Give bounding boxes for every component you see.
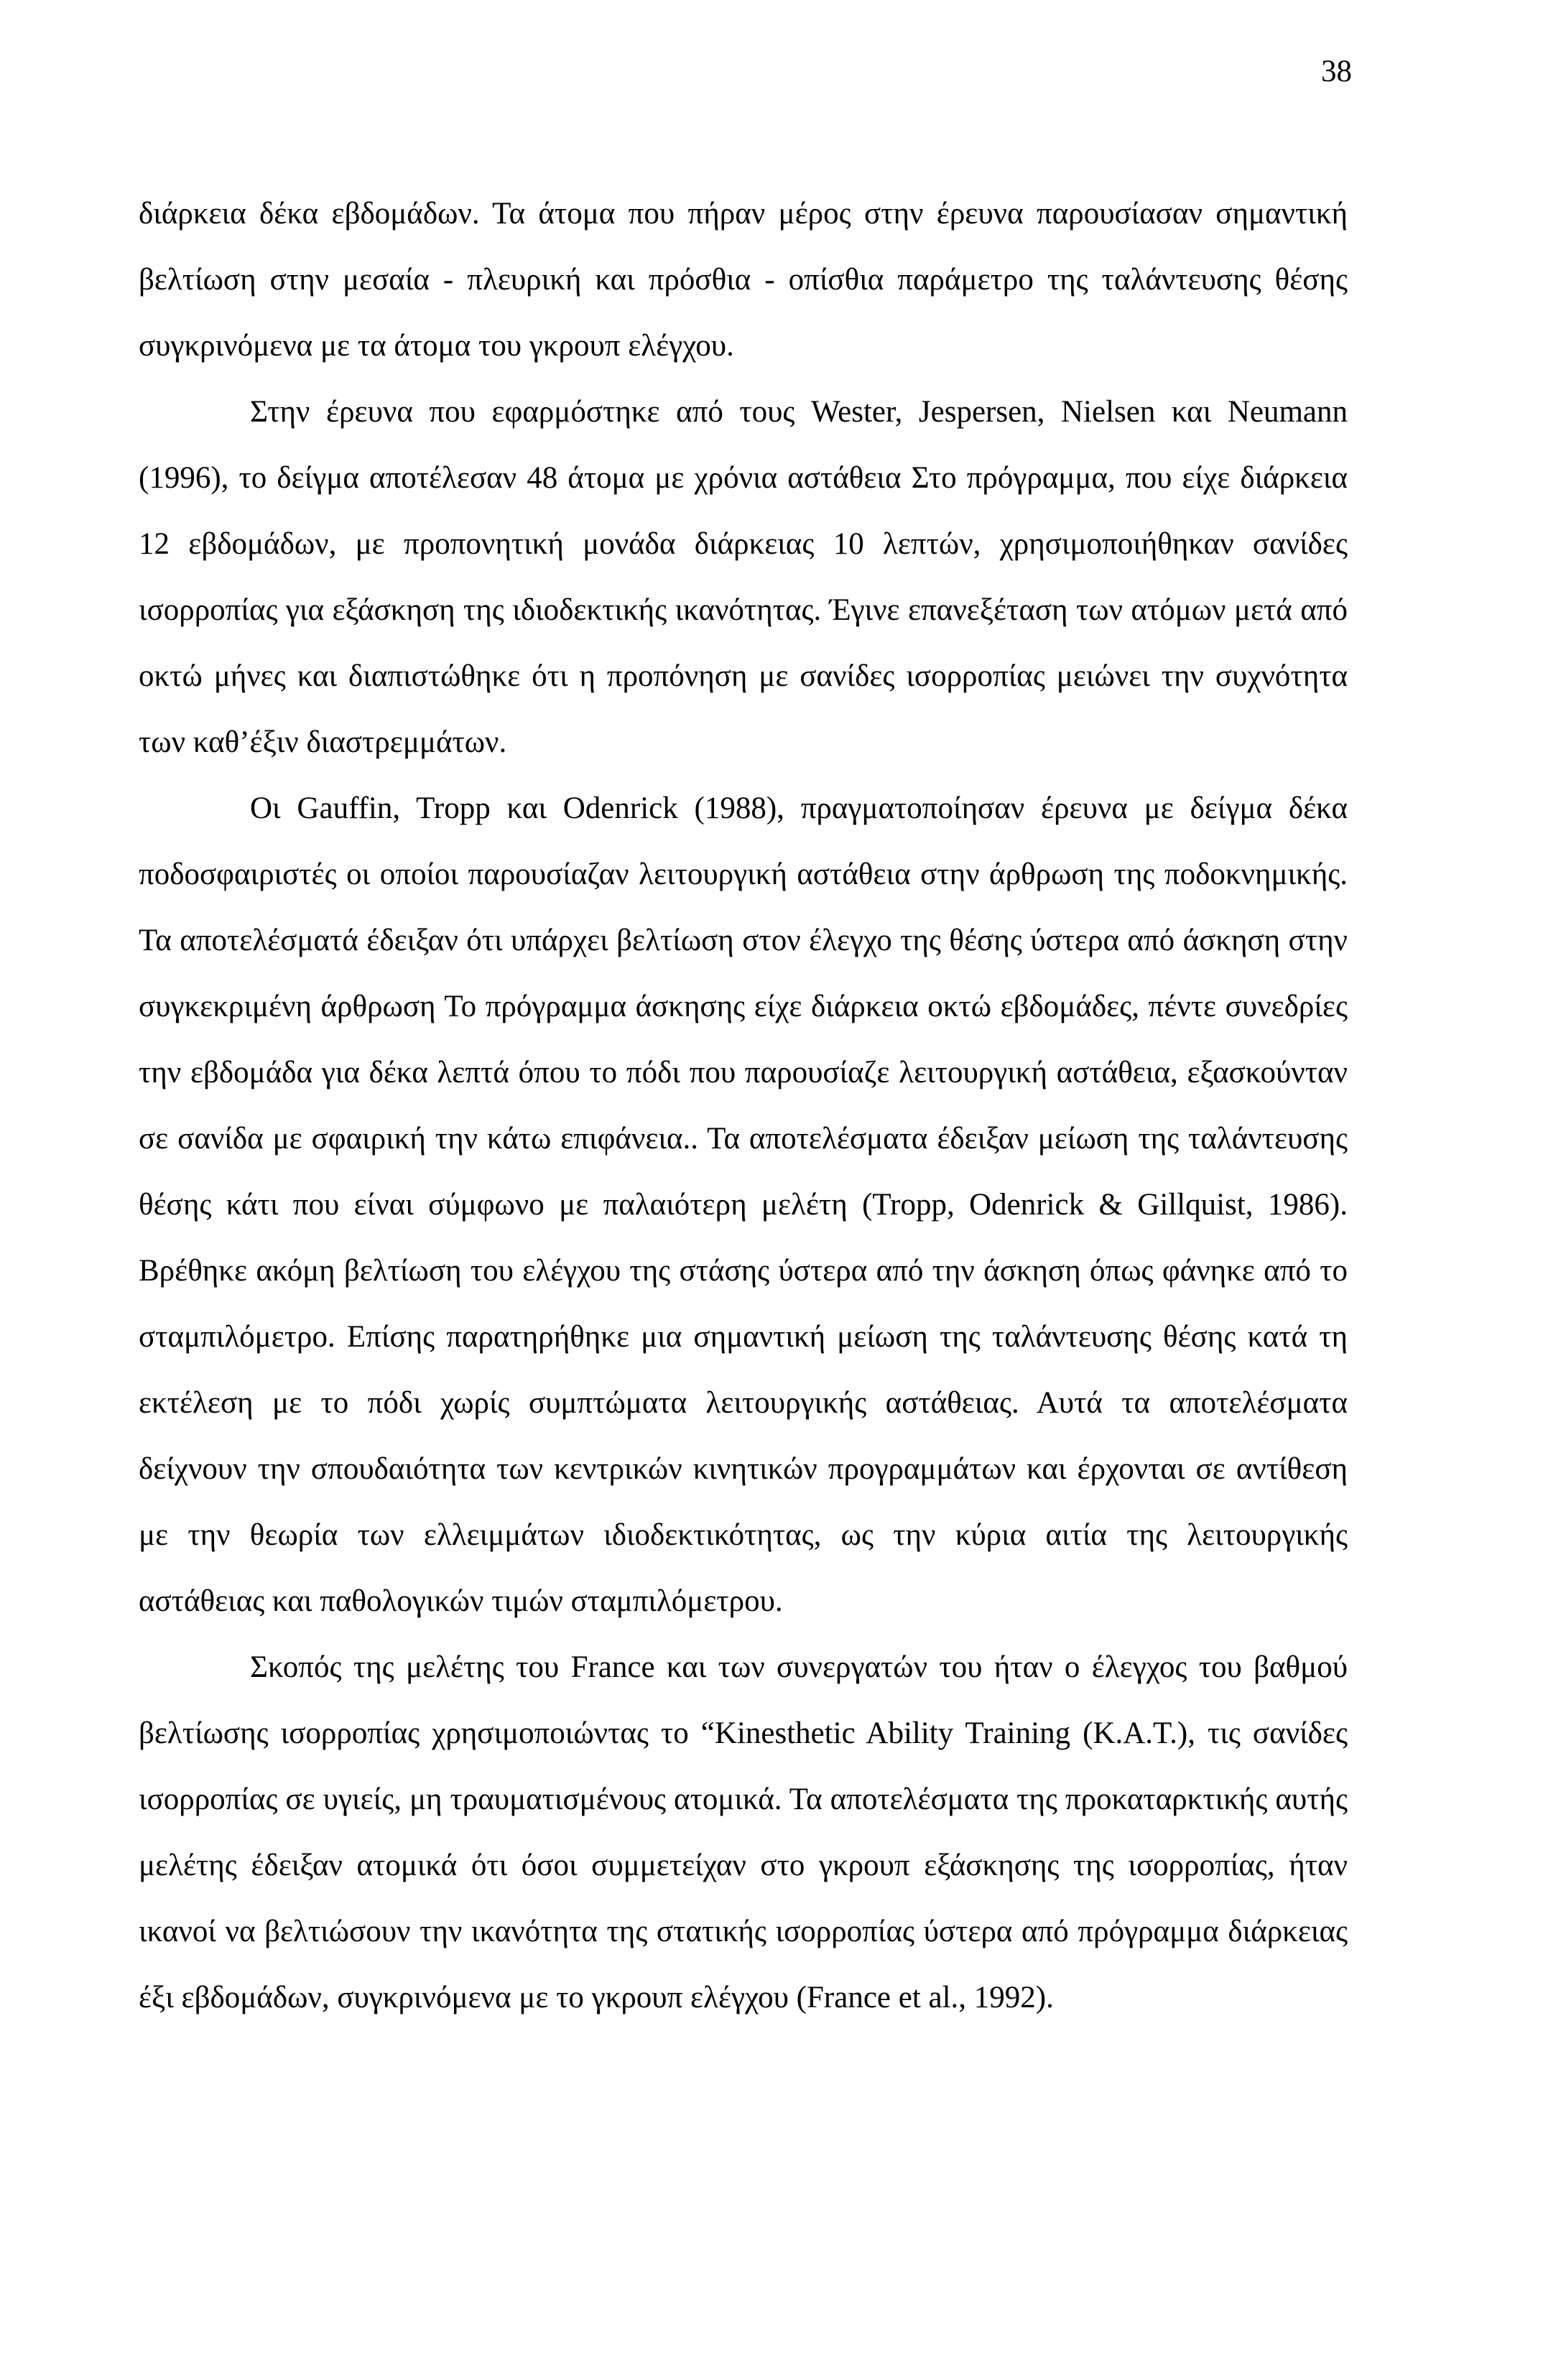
body-text bbox=[139, 181, 1348, 2031]
paragraph-gauffin-study: Οι Gauffin, Tropp και Odenrick (1988), πραγματοποίησαν έρευνα με δείγμα δέκα ποδοσφαιριστές οι οποίοι παρουσίαζαν λειτουργική αστάθεια στην άρθρωση της ποδοκνημικής. Τα αποτελέσματά έδειξαν ότι υπάρχει βελτίωση στον έλεγχο της θέσης ύστερα από άσκηση στην συγκεκριμένη άρθρωση Το πρόγραμμα άσκησης είχε διάρκεια οκτώ εβδομάδες, πέντε συνεδρίες την εβδομάδα για δέκα λεπτά όπου το πόδι που παρουσίαζε λειτουργική αστάθεια, εξασκούνταν σε σανίδα με σφαιρική την κάτω επιφάνεια.. Τα αποτελέσματα έδειξαν μείωση της ταλάντευσης θέσης κάτι που είναι σύμφωνο με παλαιότερη μελέτη (Tropp, Odenrick & Gillquist, 1986). Βρέθηκε ακόμη βελτίωση του ελέγχου της στάσης ύστερα από την άσκηση όπως φάνηκε από το σταμπιλόμετρο. Επίσης παρατηρήθηκε μια σημαντική μείωση της ταλάντευσης θέσης κατά τη εκτέλεση με το πόδι χωρίς συμπτώματα λειτουργικής αστάθειας. Αυτά τα αποτελέσματα δείχνουν την σπουδαιότητα των κεντρικών κινητικών προγραμμάτων και έρχονται σε αντίθεση με την θεωρία των ελλειμμάτων ιδιοδεκτικότητας, ως την κύρια αιτία της λειτουργικής αστάθειας και παθολογικών τιμών σταμπιλόμετρου. bbox=[139, 791, 1348, 1618]
paragraph-continuation: διάρκεια δέκα εβδομάδων. Τα άτομα που πήραν μέρος στην έρευνα παρουσίασαν σημαντική βελτίωση στην μεσαία - πλευρική και πρόσθια - οπίσθια παράμετρο της ταλάντευσης θέσης συγκρινόμενα με τα άτομα του γκρουπ ελέγχου. bbox=[139, 197, 1348, 363]
paragraph-wester-study: Στην έρευνα που εφαρμόστηκε από τους Wester, Jespersen, Nielsen και Neumann (1996), το δείγμα αποτέλεσαν 48 άτομα με χρόνια αστάθεια Στο πρόγραμμα, που είχε διάρκεια 12 εβδομάδων, με προπονητική μονάδα διάρκειας 10 λεπτών, χρησιμοποιήθηκαν σανίδες ισορροπίας για εξάσκηση της ιδιοδεκτικής ικανότητας. Έγινε επανεξέταση των ατόμων μετά από οκτώ μήνες και διαπιστώθηκε ότι η προπόνηση με σανίδες ισορροπίας μειώνει την συχνότητα των καθ’έξιν διαστρεμμάτων. bbox=[139, 395, 1348, 759]
paragraph-france-study: Σκοπός της μελέτης του France και των συνεργατών του ήταν ο έλεγχος του βαθμού βελτίωσης ισορροπίας χρησιμοποιώντας το “Kinesthetic Ability Training (K.A.T.), τις σανίδες ισορροπίας σε υγιείς, μη τραυματισμένους ατομικά. Τα αποτελέσματα της προκαταρκτικής αυτής μελέτης έδειξαν ατομικά ότι όσοι συμμετείχαν στο γκρουπ εξάσκησης της ισορροπίας, ήταν ικανοί να βελτιώσουν την ικανότητα της στατικής ισορροπίας ύστερα από πρόγραμμα διάρκειας έξι εβδομάδων, συγκρινόμενα με το γκρουπ ελέγχου (France et al., 1992). bbox=[139, 1650, 1348, 2014]
page-number: 38 bbox=[1321, 55, 1352, 88]
